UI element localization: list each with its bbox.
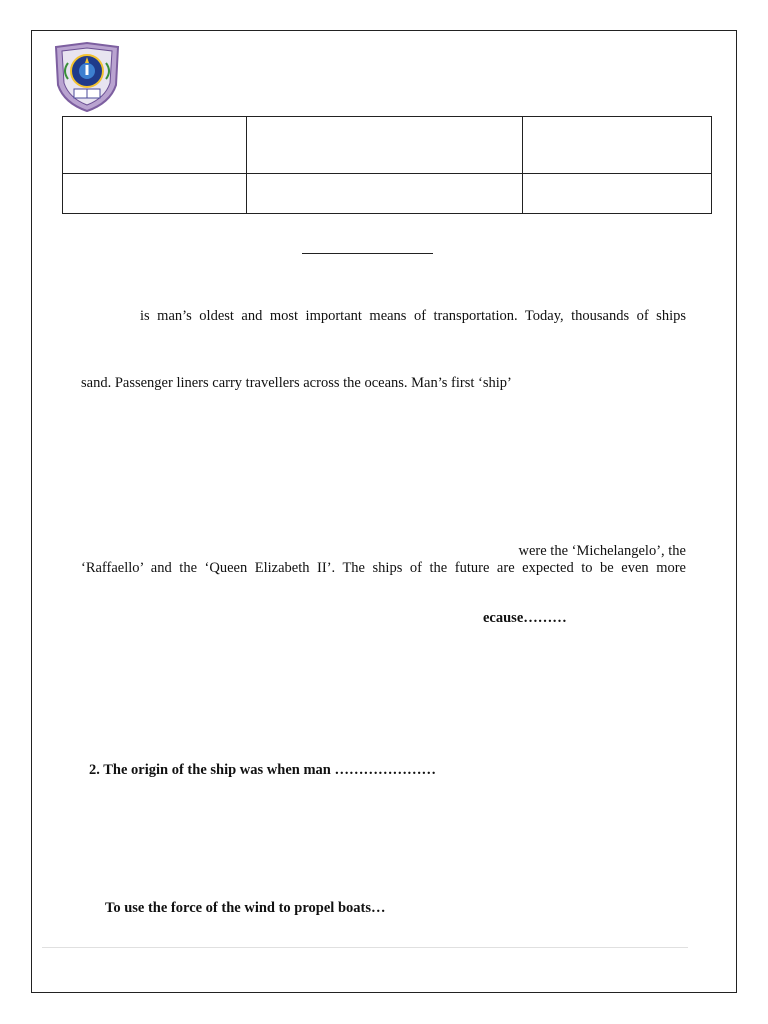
question-2: 2. The origin of the ship was when man ………………… (89, 762, 436, 778)
header-cell (63, 174, 247, 214)
header-cell (523, 174, 712, 214)
header-cell (247, 174, 523, 214)
header-cell (247, 117, 523, 174)
header-cell (523, 117, 712, 174)
passage-line: were the ‘Michelangelo’, the (518, 543, 686, 559)
passage-line: is man’s oldest and most important means of transportation. Today, thousands of ships (140, 308, 686, 324)
header-table (62, 116, 712, 214)
passage-line: sand. Passenger liners carry travellers across the oceans. Man’s first ‘ship’ (81, 375, 512, 391)
answer-text: To use the force of the wind to propel boats… (105, 900, 386, 916)
title-underline (302, 253, 433, 254)
header-cell (63, 117, 247, 174)
school-crest-logo (52, 41, 122, 113)
passage-line: ecause……… (483, 610, 567, 626)
footer-rule (42, 947, 688, 948)
passage-line: ‘Raffaello’ and the ‘Queen Elizabeth II’. The ships of the future are expected to be even more (81, 560, 686, 576)
